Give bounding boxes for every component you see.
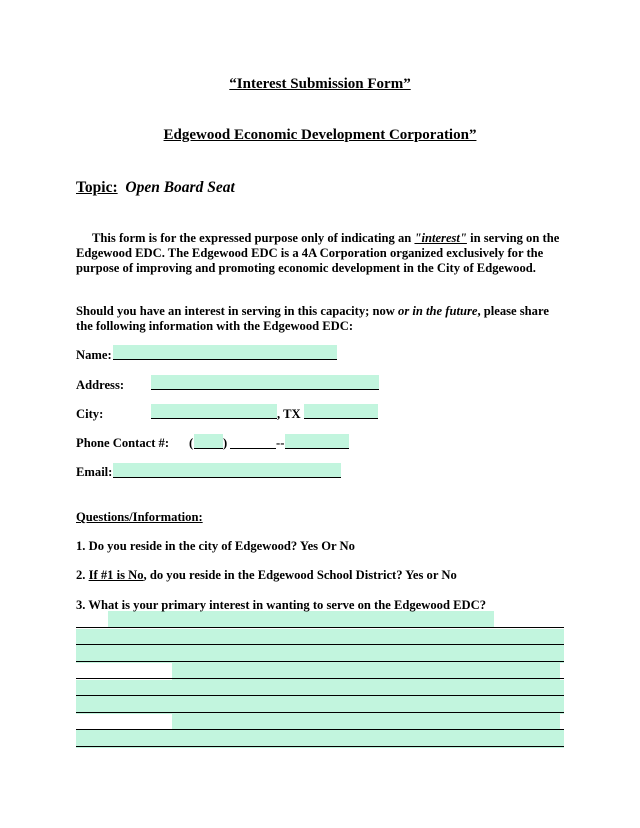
question-2-number: 2.	[76, 568, 89, 582]
question-2-text: , do you reside in the Edgewood School District? Yes or No	[143, 568, 457, 582]
questions-heading: Questions/Information:	[76, 510, 203, 524]
email-field[interactable]	[113, 463, 341, 478]
request-paragraph	[76, 304, 566, 334]
paren-close: )	[223, 436, 228, 450]
city-label: City:	[76, 407, 104, 421]
name-label: Name:	[76, 348, 112, 362]
question-2	[76, 568, 457, 583]
email-label: Email:	[76, 465, 113, 479]
intro-text-rest: in serving on the Edgewood EDC. The Edgewood EDC is a 4A Corporation organized exclusively for the purpose of improving and promoting economic development in the City of Edgewood.	[76, 231, 560, 276]
request-text-rest: , please share the following information with the Edgewood EDC:	[76, 304, 549, 334]
name-field[interactable]	[113, 345, 337, 360]
question-1: 1. Do you reside in the city of Edgewood? Yes Or No	[76, 539, 355, 553]
topic-line	[76, 179, 235, 197]
topic-label: Topic:	[76, 179, 118, 196]
phone-dash: --	[276, 436, 285, 450]
request-italic: or in the future	[398, 304, 478, 318]
request-text: Should you have an interest in serving in this capacity; now	[76, 304, 399, 318]
area-code-field[interactable]	[194, 434, 223, 449]
state-text: , TX	[277, 407, 301, 421]
question-3-answer-field[interactable]	[76, 612, 564, 748]
intro-paragraph	[76, 231, 566, 277]
topic-value: Open Board Seat	[125, 179, 235, 196]
interest-word: "interest"	[414, 231, 467, 245]
question-2-condition: If #1 is No	[88, 568, 144, 582]
paren-open: (	[189, 436, 194, 450]
intro-text: This form is for the expressed purpose only of indicating an	[92, 231, 415, 245]
question-3: 3. What is your primary interest in wanting to serve on the Edgewood EDC?	[76, 598, 487, 612]
address-field[interactable]	[151, 375, 379, 390]
form-title: “Interest Submission Form”	[229, 76, 411, 92]
phone-prefix-field[interactable]	[230, 434, 276, 449]
city-field[interactable]	[151, 404, 277, 419]
phone-label: Phone Contact #:	[76, 436, 170, 450]
zip-field[interactable]	[304, 404, 378, 419]
org-title: Edgewood Economic Development Corporation”	[163, 127, 477, 143]
address-label: Address:	[76, 378, 125, 392]
phone-line-field[interactable]	[285, 434, 349, 449]
